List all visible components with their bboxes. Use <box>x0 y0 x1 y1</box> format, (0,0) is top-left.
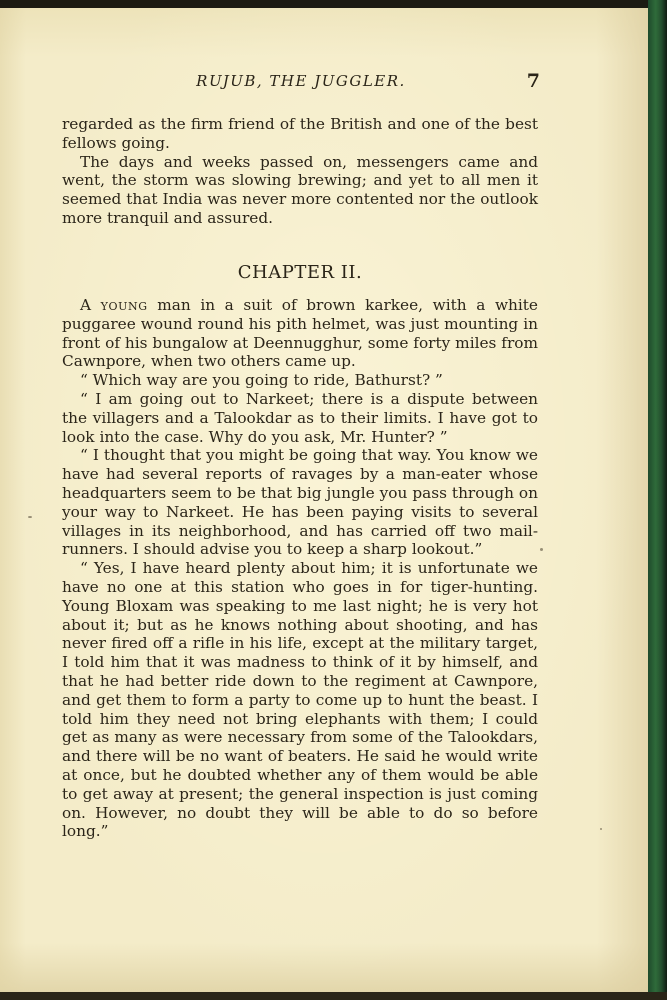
running-head <box>62 72 540 100</box>
paragraph: “ Yes, I have heard plenty about him; it is unfortunate we have no one at this station who goes in for tiger-hunting. Young Bloxam was speaking to me last night; he is very hot about it; but as he knows nothing about shooting, and has never fired off a rifle in his life, except at the military target, I told him that it was madness to think of it by himself, and that he had better ride down to the regiment at Cawnpore, and get them to form a party to come up to hunt the beast. I told him they need not bring elephants with them; I could get as many as were necessary from some of the Talookdars, and there will be no want of beaters. He said he would write at once, but he doubted whether any of them would be able to get away at present; the general inspection is just coming on. However, no doubt they will be able to do so before long.” <box>62 559 538 841</box>
chapter-text <box>62 296 538 841</box>
scan-bottom-edge <box>0 992 667 1000</box>
paper-speck <box>28 516 32 518</box>
paper-speck <box>600 828 602 830</box>
paper-speck <box>540 548 543 551</box>
paragraph: “ I thought that you might be going that way. You know we have had several reports of ravages by a man-eater whose headquarters seem to be that big jungle you pass through on your way to Narkeet. He has been paying visits to several villages in its neighborhood, and has carried off two mail-runners. I should advise you to keep a sharp lookout.” <box>62 446 538 559</box>
opening-letter: A <box>80 296 92 314</box>
opening-smallcaps: young <box>100 296 148 314</box>
paragraph: “ Which way are you going to ride, Bathurst? ” <box>80 371 443 390</box>
continuation-text <box>62 115 538 228</box>
opening-paragraph <box>62 296 538 371</box>
opening-rest: man in a suit of brown karkee, with a white puggaree wound round his pith helmet, was just mounting in front of his bungalow at Deennugghur, some forty miles from Cawnpore, when two others came up. <box>62 296 538 371</box>
scan-top-edge <box>0 0 667 8</box>
book-cover-edge <box>648 0 667 1000</box>
running-title: RUJUB, THE JUGGLER. <box>196 72 406 90</box>
chapter-heading: CHAPTER II. <box>237 262 363 283</box>
paragraph: regarded as the firm friend of the British and one of the best fellows going. <box>62 115 538 152</box>
paragraph: “ I am going out to Narkeet; there is a dispute between the villagers and a Talookdar as to their limits. I have got to look into the case. Why do you ask, Mr. Hunter? ” <box>62 389 538 446</box>
paragraph: The days and weeks passed on, messengers came and went, the storm was slowing brewing; and yet to all men it seemed that India was never more contented nor the outlook more tranquil and assured. <box>62 152 538 227</box>
page-number: 7 <box>526 70 540 92</box>
